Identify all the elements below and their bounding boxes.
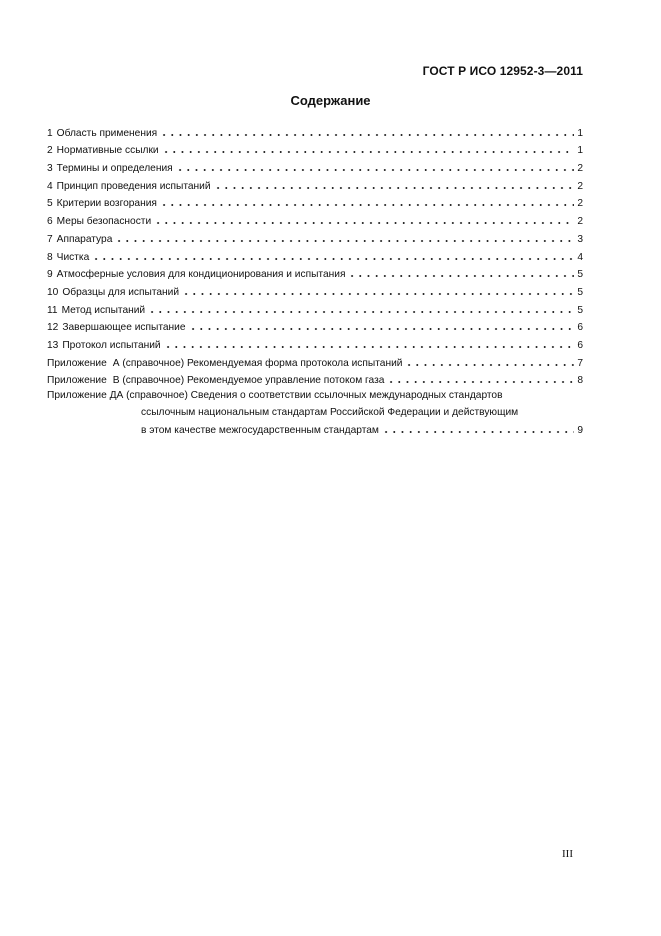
toc-appendix-b[interactable] (47, 369, 583, 387)
toc-entry-label: Протокол испытаний (62, 339, 161, 351)
toc-entry-page: 2 (577, 198, 583, 210)
toc-entry-label: Образцы для испытаний (62, 286, 180, 298)
toc-entry-label: Область применения (56, 127, 158, 139)
appendix-label: А (справочное) Рекомендуемая форма протокола испытаний (112, 357, 403, 369)
toc-entry-4[interactable] (47, 174, 583, 192)
toc-entry-page: 2 (577, 216, 583, 228)
page-title: Содержание (290, 93, 371, 108)
toc-entry-number: 5 (47, 198, 53, 210)
appendix-da-line-3-text: в этом качестве межгосударственным стандартам (141, 425, 379, 437)
toc-entry-2[interactable] (47, 139, 583, 157)
appendix-prefix: Приложение (47, 357, 107, 369)
toc-entry-number: 13 (47, 339, 59, 351)
dot-leader (164, 339, 575, 349)
toc-entry-number: 9 (47, 269, 53, 281)
toc-entry-page: 1 (577, 127, 583, 139)
dot-leader (182, 286, 574, 296)
appendix-prefix: Приложение (47, 375, 107, 387)
toc-entry-page: 2 (577, 180, 583, 192)
appendix-da-line-1: Приложение ДА (справочное) Сведения о соответствии ссылочных международных стандартов (47, 390, 503, 402)
toc-entry-page: 5 (577, 304, 583, 316)
toc-entry-7[interactable] (47, 227, 583, 245)
toc-entry-page: 5 (577, 269, 583, 281)
dot-leader (382, 424, 574, 434)
toc-entry-12[interactable] (47, 316, 583, 334)
dot-leader (154, 215, 574, 225)
dot-leader (214, 180, 575, 190)
toc-entry-11[interactable] (47, 298, 583, 316)
toc-entry-label: Меры безопасности (56, 216, 152, 228)
dot-leader (176, 162, 575, 172)
toc-appendix-da[interactable] (47, 390, 583, 444)
toc-entry-label: Метод испытаний (61, 304, 146, 316)
toc-entry-label: Атмосферные условия для кондиционирования и испытания (56, 269, 346, 281)
toc-entry-5[interactable] (47, 192, 583, 210)
appendix-page: 7 (577, 357, 583, 369)
toc-entry-3[interactable] (47, 156, 583, 174)
toc-entry-number: 8 (47, 251, 53, 263)
appendix-da-line-2: ссылочным национальным стандартам Российской Федерации и действующим (141, 407, 519, 419)
toc-entry-6[interactable] (47, 209, 583, 227)
toc-entry-9[interactable] (47, 263, 583, 281)
toc-entry-8[interactable] (47, 245, 583, 263)
dot-leader (189, 321, 575, 331)
dot-leader (387, 374, 574, 384)
toc-entry-page: 5 (577, 286, 583, 298)
dot-leader (162, 144, 575, 154)
toc-entry-label: Нормативные ссылки (56, 145, 159, 157)
toc-entry-page: 4 (577, 251, 583, 263)
appendix-label: В (справочное) Рекомендуемое управление потоком газа (112, 375, 385, 387)
toc-entry-10[interactable] (47, 280, 583, 298)
toc-entry-number: 2 (47, 145, 53, 157)
dot-leader (92, 251, 574, 261)
appendix-da-line-3 (141, 424, 583, 436)
toc-entry-page: 6 (577, 339, 583, 351)
toc-entry-page: 6 (577, 322, 583, 334)
toc-entry-page: 1 (577, 145, 583, 157)
table-of-contents (47, 121, 583, 444)
toc-entry-number: 7 (47, 233, 53, 245)
toc-entry-number: 11 (47, 304, 58, 316)
dot-leader (115, 233, 574, 243)
toc-appendix-a[interactable] (47, 351, 583, 369)
toc-entry-number: 3 (47, 163, 53, 175)
toc-entry-number: 12 (47, 322, 59, 334)
toc-entry-label: Термины и определения (56, 163, 173, 175)
toc-entry-label: Аппаратура (56, 233, 113, 245)
toc-entry-number: 1 (47, 127, 53, 139)
toc-entry-label: Завершающее испытание (62, 322, 186, 334)
toc-entry-page: 2 (577, 163, 583, 175)
toc-entry-label: Чистка (56, 251, 90, 263)
dot-leader (160, 127, 574, 137)
dot-leader (160, 197, 574, 207)
standard-id: ГОСТ Р ИСО 12952-3—2011 (422, 64, 583, 78)
toc-entry-13[interactable] (47, 333, 583, 351)
toc-entry-number: 10 (47, 286, 59, 298)
dot-leader (405, 357, 574, 367)
appendix-da-page: 9 (577, 425, 583, 437)
toc-entry-page: 3 (577, 233, 583, 245)
appendix-page: 8 (577, 375, 583, 387)
page-number: III (562, 848, 573, 860)
dot-leader (148, 304, 574, 314)
toc-entry-number: 4 (47, 180, 53, 192)
dot-leader (348, 268, 574, 278)
toc-entry-number: 6 (47, 216, 53, 228)
toc-entry-label: Принцип проведения испытаний (56, 180, 211, 192)
toc-entry-label: Критерии возгорания (56, 198, 157, 210)
toc-entry-1[interactable] (47, 121, 583, 139)
